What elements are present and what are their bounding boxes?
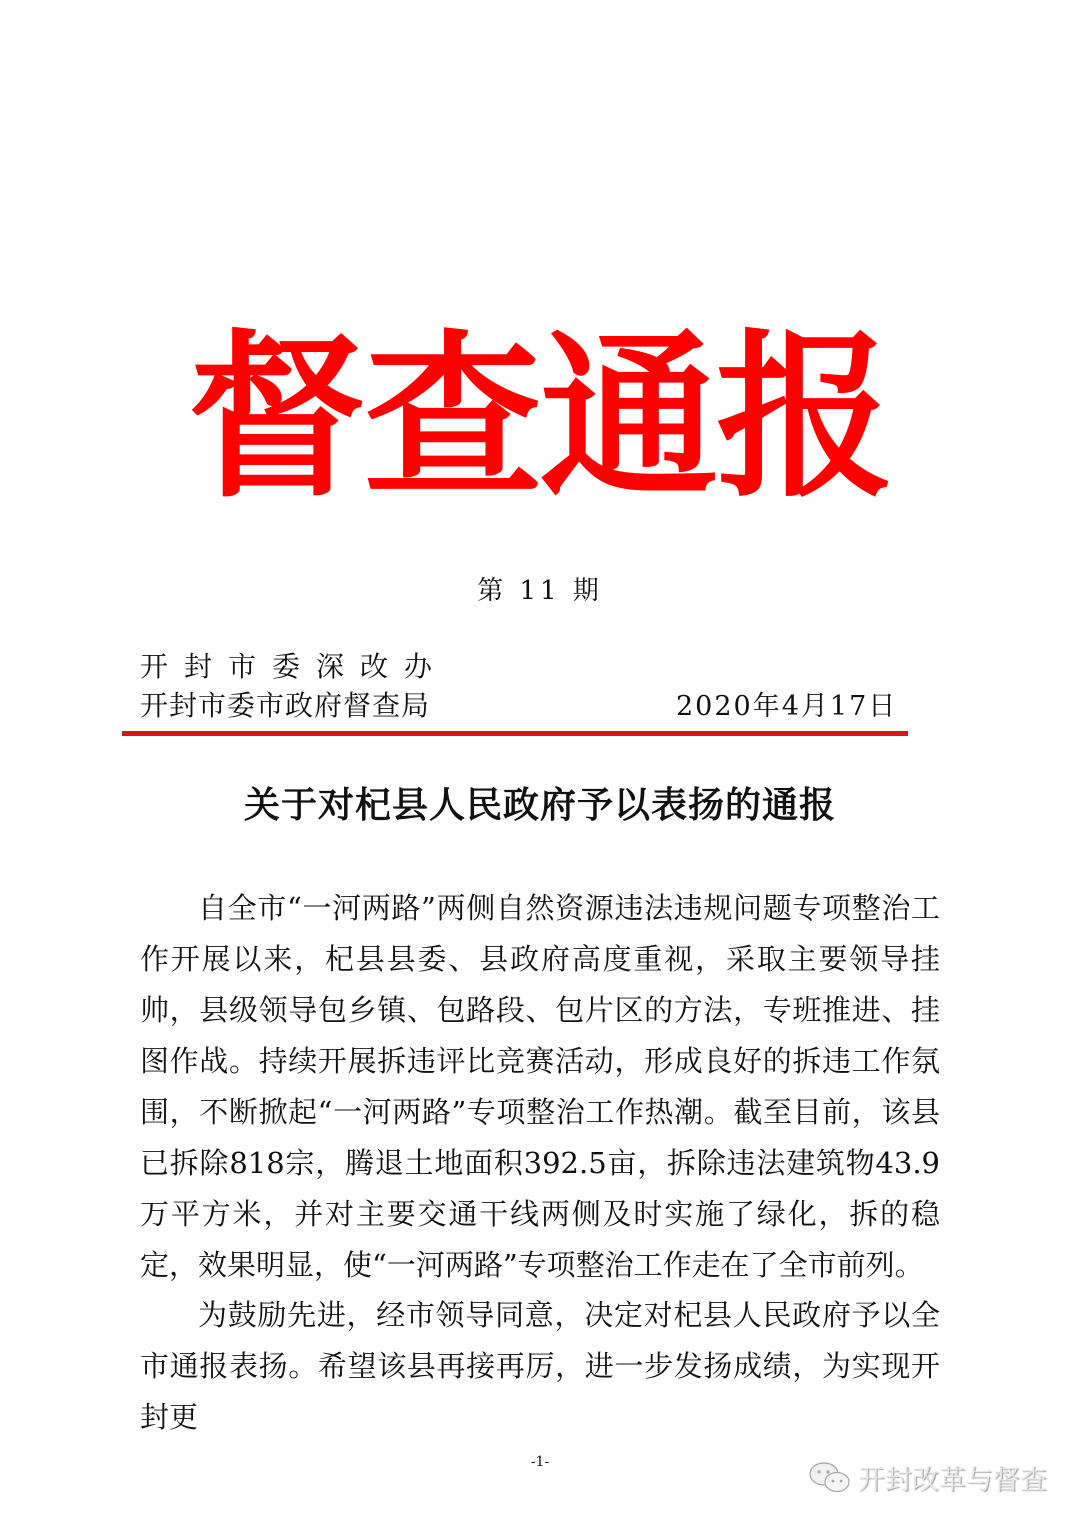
watermark [808, 1458, 1047, 1497]
issuer-line-2: 开封市委市政府督查局 [140, 689, 431, 722]
issue-number: 第 11 期 [477, 576, 603, 606]
wechat-icon [808, 1461, 852, 1495]
red-divider [122, 731, 908, 736]
document-title: 关于对杞县人民政府予以表扬的通报 [243, 784, 836, 826]
body-paragraph-2: 为鼓励先进，经市领导同意，决定对杞县人民政府予以全市通报表扬。希望该县再接再厉，进一步发扬成绩，为实现开封更 [140, 1298, 940, 1434]
issuer-line-1: 开封市委深改办 [140, 650, 449, 683]
page-number: -1- [530, 1454, 550, 1470]
body-paragraph-1: 自全市“一河两路”两侧自然资源违法违规问题专项整治工作开展以来，杞县县委、县政府高度重视，采取主要领导挂帅，县级领导包乡镇、包路段、包片区的方法，专班推进、挂图作战。持续开展拆违评比竞赛活动，形成良好的拆违工作氛围，不断掀起“一河两路”专项整治工作热潮。截至目前，该县已拆除818宗，腾退土地面积392.5亩，拆除违法建筑物43.9万平方米，并对主要交通干线两侧及时实施了绿化，拆的稳定，效果明显，使“一河两路”专项整治工作走在了全市前列。 [140, 891, 940, 1282]
issue-date: 2020年4月17日 [676, 691, 898, 722]
watermark-text: 开封改革与督查 [858, 1465, 1047, 1496]
banner-title: 督查通报 [188, 314, 892, 521]
